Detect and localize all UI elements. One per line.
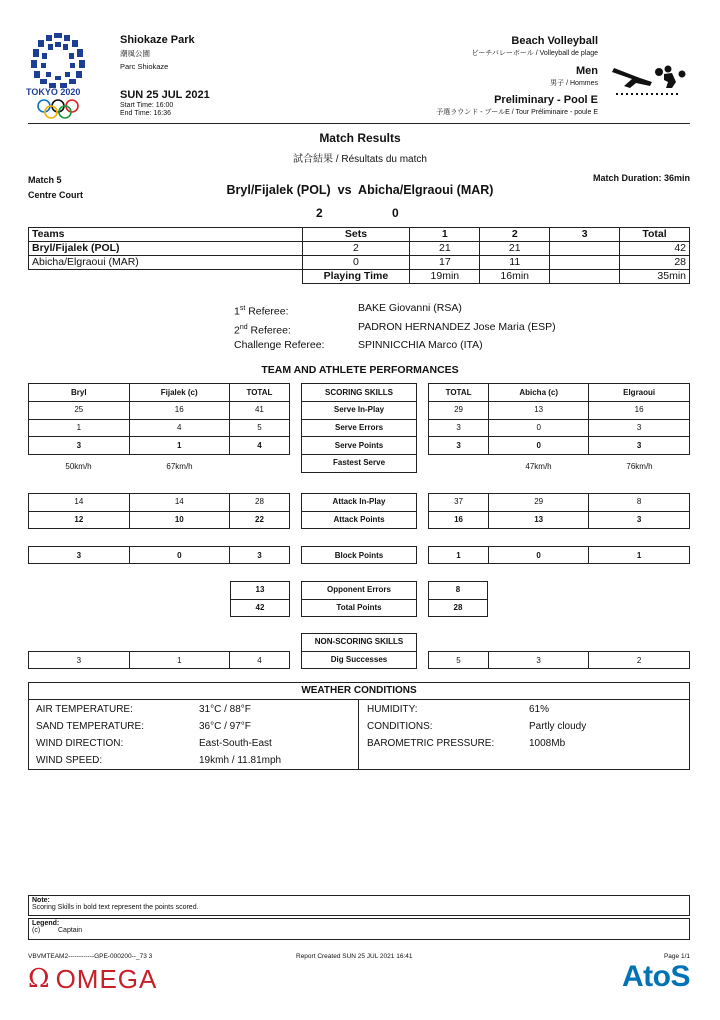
- cell: 1: [589, 547, 689, 564]
- playing-time-row: [29, 270, 690, 284]
- cell: 13: [489, 402, 589, 420]
- cell: 42: [231, 599, 289, 616]
- header-rule: [28, 123, 690, 124]
- games-logo-text: TOKYO 2020: [26, 87, 81, 97]
- sport-name: Beach Volleyball: [511, 35, 598, 47]
- serve-skills-box: [301, 383, 417, 473]
- header-teams: Teams: [29, 228, 303, 242]
- cell: 2: [589, 652, 689, 669]
- left-dig-box: [28, 651, 290, 669]
- sport-block: [436, 35, 598, 117]
- note-box: [28, 895, 690, 916]
- title-main: Match Results: [319, 131, 401, 145]
- skill-label: Serve Errors: [302, 419, 416, 437]
- cell: 16: [429, 511, 489, 528]
- table-row: [29, 242, 690, 256]
- set-3-score: [550, 256, 620, 270]
- weather-key: AIR TEMPERATURE:: [36, 704, 133, 715]
- cell: 16: [129, 402, 229, 420]
- fastest-serve-left-2: 67km/h: [166, 462, 193, 471]
- venue-block: [120, 35, 195, 72]
- cell: 25: [29, 402, 129, 420]
- weather-value: 36°C / 97°F: [199, 721, 251, 732]
- matchup: Bryl/Fijalek (POL) vs Abicha/Elgraoui (MAR): [226, 183, 494, 197]
- report-title: [0, 131, 720, 165]
- weather-title: WEATHER CONDITIONS: [29, 683, 689, 700]
- performance-title: TEAM AND ATHLETE PERFORMANCES: [261, 364, 459, 376]
- header-player-2: Fijalek (c): [129, 384, 229, 402]
- fastest-serve-left-1: 50km/h: [65, 462, 92, 471]
- beach-volleyball-pictogram-icon: [610, 48, 688, 98]
- cell: 3: [29, 437, 129, 455]
- left-totals-box: [230, 581, 290, 617]
- official-label: Challenge Referee:: [234, 339, 325, 351]
- court-name: Centre Court: [28, 190, 84, 200]
- cell: 1: [29, 419, 129, 437]
- cell: 41: [229, 402, 289, 420]
- weather-key: BAROMETRIC PRESSURE:: [367, 738, 495, 749]
- skill-label: Serve In-Play: [302, 402, 416, 420]
- weather-value: 1008Mb: [529, 738, 566, 749]
- cell: 5: [229, 419, 289, 437]
- cell: 8: [589, 494, 689, 511]
- right-attack-box: [428, 493, 690, 529]
- cell: 14: [129, 494, 229, 511]
- cell: 1: [129, 437, 229, 455]
- skill-label: Attack In-Play: [302, 494, 416, 511]
- weather-box: [28, 682, 690, 770]
- omega-symbol-icon: Ω: [28, 964, 50, 994]
- official-label: 1st Referee:: [234, 305, 289, 318]
- right-totals-box: [428, 581, 488, 617]
- team-sets: 2: [302, 242, 410, 256]
- cell: 13: [489, 511, 589, 528]
- results-table: [28, 227, 690, 284]
- header-player-4: Elgraoui: [589, 384, 689, 402]
- official-row: [234, 338, 556, 353]
- fastest-serve-right-2: 76km/h: [626, 462, 653, 471]
- cell: 28: [229, 494, 289, 511]
- cell: 0: [489, 419, 589, 437]
- cell: 0: [489, 547, 589, 564]
- empty-cell: [29, 270, 303, 284]
- sets-right: 0: [392, 206, 399, 220]
- match-number: Match 5: [28, 175, 62, 185]
- header-set-3: 3: [550, 228, 620, 242]
- gender-sub: 男子 / Hommes: [550, 80, 598, 87]
- official-label: 2nd Referee:: [234, 323, 291, 336]
- date-block: [120, 89, 210, 117]
- left-serve-box: [28, 383, 290, 455]
- set-2-score: 21: [480, 242, 550, 256]
- set-2-time: 16min: [480, 270, 550, 284]
- cell: 37: [429, 494, 489, 511]
- cell: 0: [489, 437, 589, 455]
- cell: 29: [489, 494, 589, 511]
- cell: 5: [429, 652, 489, 669]
- skill-label: Block Points: [334, 550, 384, 560]
- skill-label: Attack Points: [302, 511, 416, 528]
- cell: 3: [589, 511, 689, 528]
- header-sets: Sets: [302, 228, 410, 242]
- official-row: [234, 320, 556, 339]
- legend-value: Captain: [58, 927, 83, 934]
- cell: 3: [489, 652, 589, 669]
- left-block-box: [28, 546, 290, 564]
- tokyo-2020-emblem: [26, 30, 90, 92]
- weather-key: WIND SPEED:: [36, 755, 103, 766]
- official-name: SPINNICCHIA Marco (ITA): [358, 339, 483, 351]
- results-header-row: [29, 228, 690, 242]
- report-created: Report Created SUN 25 JUL 2021 16:41: [296, 953, 413, 960]
- start-time: Start Time: 16:00: [120, 102, 174, 109]
- cell: 1: [129, 652, 229, 669]
- attack-skills-box: [301, 493, 417, 529]
- cell: 22: [229, 511, 289, 528]
- cell: 3: [29, 652, 129, 669]
- header-right-total: TOTAL: [429, 384, 489, 402]
- phase: Preliminary - Pool E: [494, 94, 598, 106]
- weather-key: CONDITIONS:: [367, 721, 433, 732]
- omega-logo: [28, 964, 157, 994]
- totals-skills-box: [301, 581, 417, 617]
- weather-key: SAND TEMPERATURE:: [36, 721, 144, 732]
- right-dig-box: [428, 651, 690, 669]
- note-text: Scoring Skills in bold text represent the points scored.: [32, 904, 199, 911]
- header-left-total: TOTAL: [229, 384, 289, 402]
- cell: 28: [429, 599, 487, 616]
- set-3-score: [550, 242, 620, 256]
- legend-box: [28, 918, 690, 940]
- sport-name-sub: ビーチバレーボール / Volleyball de plage: [471, 50, 598, 57]
- cell: 3: [429, 437, 489, 455]
- skill-label: Serve Points: [302, 437, 416, 455]
- team-name: Bryl/Fijalek (POL): [29, 242, 303, 256]
- document-code: VBVMTEAM2------------GPE-000200--_73 3: [28, 953, 153, 960]
- scoring-skills-header: SCORING SKILLS: [302, 384, 416, 402]
- official-row: [234, 301, 556, 320]
- team-name: Abicha/Elgraoui (MAR): [29, 256, 303, 270]
- official-name: BAKE Giovanni (RSA): [358, 302, 462, 314]
- table-row: [29, 256, 690, 270]
- cell: 4: [129, 419, 229, 437]
- cell: 4: [229, 652, 289, 669]
- header-player-3: Abicha (c): [489, 384, 589, 402]
- gender: Men: [576, 65, 598, 77]
- cell: 29: [429, 402, 489, 420]
- weather-divider: [358, 700, 359, 770]
- skill-label: Dig Successes: [302, 651, 416, 668]
- header-set-1: 1: [410, 228, 480, 242]
- venue-name-jp: 潮風公園: [120, 49, 150, 58]
- legend-key: (c): [32, 927, 41, 934]
- match-duration: Match Duration: 36min: [592, 173, 690, 183]
- phase-sub: 予選ラウンド - プールE / Tour Préliminaire - poule E: [436, 109, 598, 116]
- right-block-box: [428, 546, 690, 564]
- weather-key: WIND DIRECTION:: [36, 738, 124, 749]
- cell: 4: [229, 437, 289, 455]
- non-scoring-header: NON-SCORING SKILLS: [302, 634, 416, 651]
- left-attack-box: [28, 493, 290, 529]
- skill-label: Fastest Serve: [302, 454, 416, 472]
- set-2-score: 11: [480, 256, 550, 270]
- set-3-time: [550, 270, 620, 284]
- cell: 3: [589, 437, 689, 455]
- cell: 16: [589, 402, 689, 420]
- legend-entry: [32, 927, 686, 934]
- weather-value: 19kmh / 11.81mph: [199, 755, 282, 766]
- team-sets: 0: [302, 256, 410, 270]
- header-set-2: 2: [480, 228, 550, 242]
- omega-wordmark: OMEGA: [55, 964, 158, 994]
- playing-time-label: Playing Time: [302, 270, 410, 284]
- note-title: Note:: [32, 897, 50, 904]
- cell: 0: [129, 547, 229, 564]
- cell: 3: [589, 419, 689, 437]
- legend-title: Legend:: [32, 920, 60, 927]
- fastest-serve-right-1: 47km/h: [525, 462, 552, 471]
- cell: 8: [429, 582, 487, 599]
- cell: 14: [29, 494, 129, 511]
- venue-name: Shiokaze Park: [120, 34, 195, 46]
- total-score: 42: [620, 242, 690, 256]
- weather-value: East-South-East: [199, 738, 272, 749]
- weather-value: Partly cloudy: [529, 721, 587, 732]
- cell: 12: [29, 511, 129, 528]
- cell: 1: [429, 547, 489, 564]
- block-skill-box: [301, 546, 417, 564]
- total-score: 28: [620, 256, 690, 270]
- header-player-1: Bryl: [29, 384, 129, 402]
- cell: 10: [129, 511, 229, 528]
- venue-name-fr: Parc Shiokaze: [120, 62, 169, 71]
- set-1-score: 17: [410, 256, 480, 270]
- skill-label: Opponent Errors: [302, 582, 416, 599]
- weather-value: 61%: [529, 704, 550, 715]
- cell: 3: [429, 419, 489, 437]
- weather-value: 31°C / 88°F: [199, 704, 251, 715]
- non-scoring-box: [301, 633, 417, 669]
- set-1-score: 21: [410, 242, 480, 256]
- right-serve-box: [428, 383, 690, 455]
- page-number: Page 1/1: [663, 953, 690, 960]
- end-time: End Time: 16:36: [120, 110, 171, 117]
- atos-logo: AtoS: [622, 960, 690, 993]
- set-1-time: 19min: [410, 270, 480, 284]
- weather-key: HUMIDITY:: [367, 704, 418, 715]
- olympic-rings-icon: [36, 99, 80, 119]
- cell: 3: [229, 547, 289, 564]
- match-date: SUN 25 JUL 2021: [120, 89, 210, 101]
- official-name: PADRON HERNANDEZ Jose Maria (ESP): [358, 320, 556, 333]
- title-sub: 試合結果 / Résultats du match: [293, 154, 427, 165]
- skill-label: Total Points: [302, 599, 416, 616]
- sets-left: 2: [316, 206, 323, 220]
- cell: 13: [231, 582, 289, 599]
- officials-block: [234, 301, 556, 353]
- total-time: 35min: [620, 270, 690, 284]
- header-total: Total: [620, 228, 690, 242]
- cell: 3: [29, 547, 129, 564]
